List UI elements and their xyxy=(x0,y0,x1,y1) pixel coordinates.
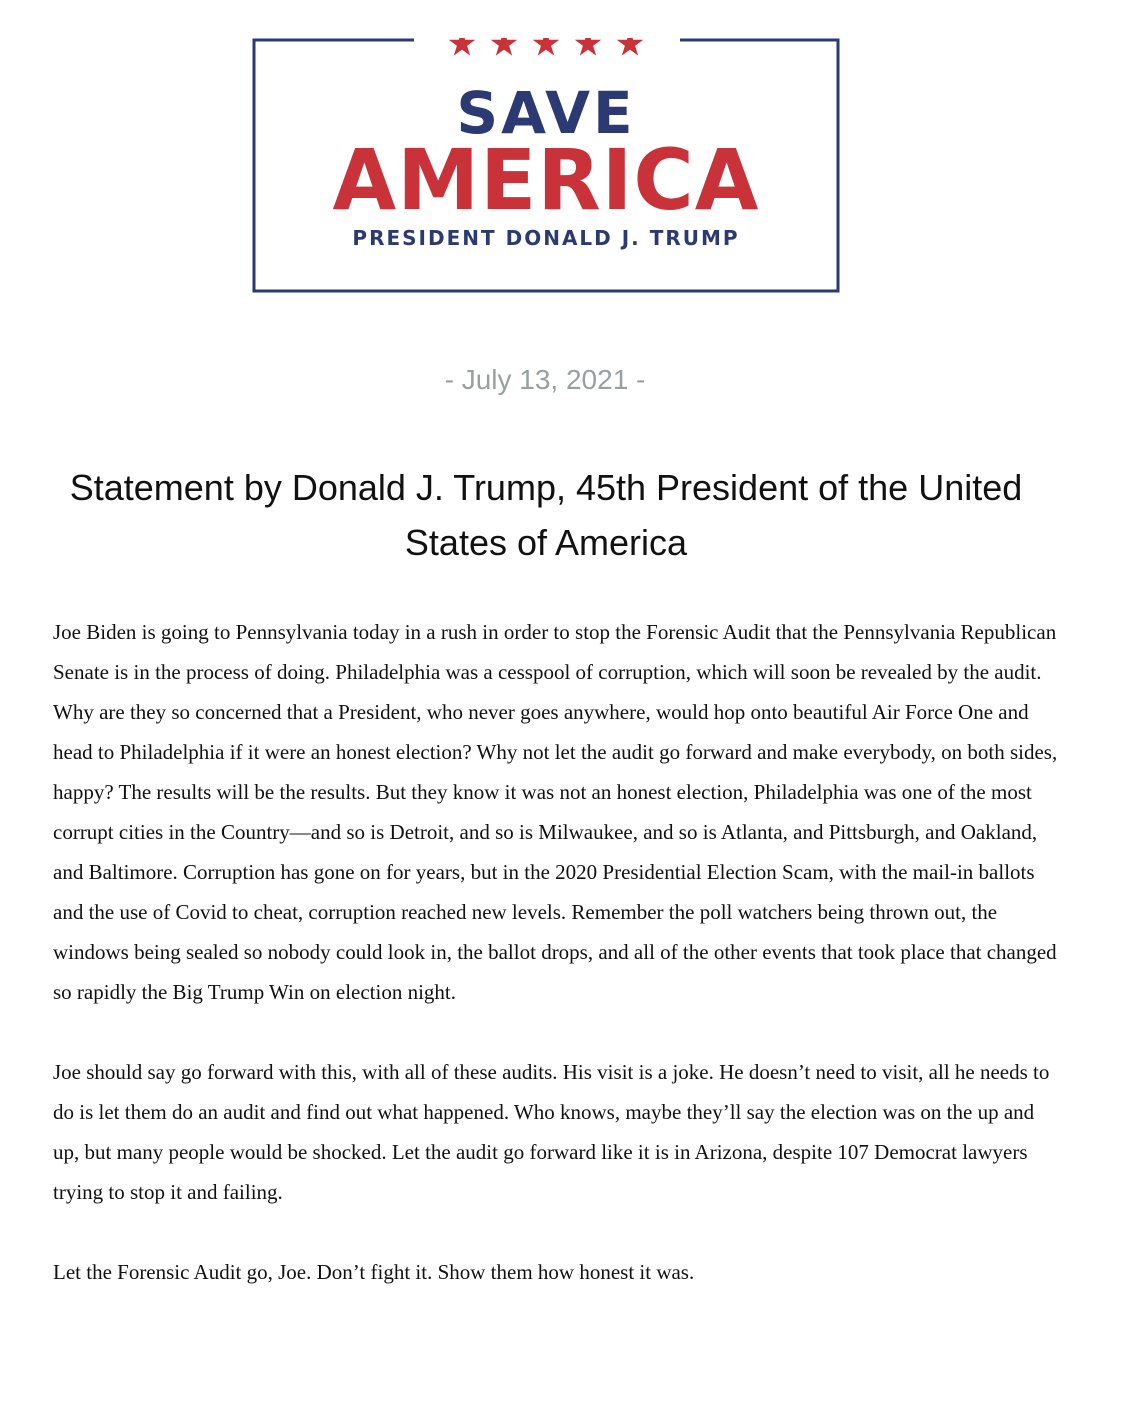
save-america-logo xyxy=(252,38,840,293)
logo-save-text: SAVE xyxy=(456,79,636,147)
logo-stars xyxy=(449,38,644,56)
statement-paragraph: Joe should say go forward with this, with all of these audits. His visit is a joke. He doesn’t need to visit, all he needs to do is let them do an audit and find out what happened. Who knows, maybe they’ll say the election was on the up and up, but many people would be shocked. Let the audit go forward like it is in Arizona, despite 107 Democrat lawyers trying to stop it and failing. xyxy=(53,1060,1050,1204)
star-icon xyxy=(533,38,560,56)
star-icon xyxy=(575,38,602,56)
statement-paragraph: Let the Forensic Audit go, Joe. Don’t fight it. Show them how honest it was. xyxy=(53,1260,695,1284)
statement-body xyxy=(53,612,1063,1332)
statement-title: Statement by Donald J. Trump, 45th President of the United States of America xyxy=(69,467,1023,563)
star-icon xyxy=(617,38,644,56)
logo-subtitle: PRESIDENT DONALD J. TRUMP xyxy=(352,226,740,250)
star-icon xyxy=(449,38,476,56)
statement-date: - July 13, 2021 - xyxy=(444,364,646,395)
star-icon xyxy=(491,38,518,56)
statement-paragraph: Joe Biden is going to Pennsylvania today in a rush in order to stop the Forensic Audit that the Pennsylvania Republican Senate is in the process of doing. Philadelphia was a cesspool of corruption, which will soon be revealed by the audit. Why are they so concerned that a President, who never goes anywhere, would hop onto beautiful Air Force One and head to Philadelphia if it were an honest election? Why not let the audit go forward and make everybody, on both sides, happy? The results will be the results. But they know it was not an honest election, Philadelphia was one of the most corrupt cities in the Country—and so is Detroit, and so is Milwaukee, and so is Atlanta, and Pittsburgh, and Oakland, and Baltimore. Corruption has gone on for years, but in the 2020 Presidential Election Scam, with the mail-in ballots and the use of Covid to cheat, corruption reached new levels. Remember the poll watchers being thrown out, the windows being sealed so nobody could look in, the ballot drops, and all of the other events that took place that changed so rapidly the Big Trump Win on election night. xyxy=(53,620,1058,1004)
logo-america-text: AMERICA xyxy=(332,131,760,229)
